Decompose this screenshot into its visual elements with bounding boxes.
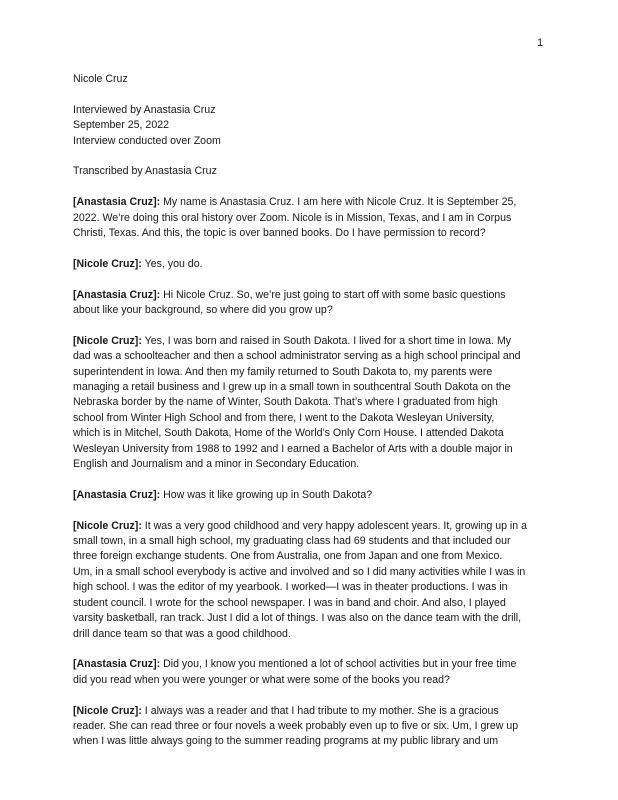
transcript-line: when I was little always going to the summer reading programs at my public library and um (73, 735, 499, 748)
speaker-label: [Anastasia Cruz]: (73, 488, 161, 501)
dialogue-turn (73, 334, 549, 473)
interview-date: September 25, 2022 (73, 119, 170, 132)
transcript-line: Nebraska border by the name of Winter, South Dakota. That’s where I graduated from high (73, 396, 498, 409)
interview-method: Interview conducted over Zoom (73, 134, 221, 147)
transcript-line: managing a retail business and I grew up in a small town in southcentral South Dakota on the (73, 381, 511, 394)
speaker-label: [Anastasia Cruz]: (73, 658, 161, 671)
dialogue-turn (73, 257, 549, 272)
utterance-text: I always was a reader and that I had tribute to my mother. She is a gracious (141, 704, 499, 717)
transcript-line (73, 519, 549, 534)
transcript (73, 72, 549, 750)
transcript-line (73, 334, 549, 349)
transcript-line: three foreign exchange students. One from Australia, one from Japan and one from Mexico. (73, 550, 503, 563)
transcript-line: small town, in a small high school, my graduating class had 69 students and that included our (73, 535, 511, 548)
transcript-line: about like your background, so where did you grow up? (73, 304, 333, 317)
speaker-label: [Anastasia Cruz]: (73, 196, 161, 209)
dialogue-turn (73, 288, 549, 319)
speaker-label: [Nicole Cruz]: (73, 334, 142, 347)
dialogue-turn (73, 657, 549, 688)
transcript-line: varsity basketball, ran track. Just I did a lot of things. I was also on the dance team with the drill, (73, 612, 522, 625)
transcript-line: 2022. We’re doing this oral history over Zoom. Nicole is in Mission, Texas, and I am in Corpus (73, 211, 512, 224)
interviewer-line: Interviewed by Anastasia Cruz (73, 103, 216, 116)
transcript-line: English and Journalism and a minor in Secondary Education. (73, 458, 360, 471)
transcript-line: Christi, Texas. And this, the topic is over banned books. Do I have permission to record? (73, 227, 486, 240)
transcript-line: high school. I was the editor of my yearbook. I worked—I was in theater productions. I was in (73, 581, 508, 594)
speaker-label: [Nicole Cruz]: (73, 257, 142, 270)
transcript-line: did you read when you were younger or what were some of the books you read? (73, 673, 450, 686)
dialogue-turn (73, 519, 549, 642)
transcript-line (73, 704, 549, 719)
utterance-text: It was a very good childhood and very happy adolescent years. It, growing up in a (141, 519, 527, 532)
transcript-line: drill dance team so that was a good childhood. (73, 627, 291, 640)
interviewee-name: Nicole Cruz (73, 73, 128, 85)
dialogue-turn (73, 195, 549, 241)
transcript-line (73, 488, 549, 503)
transcript-line (73, 288, 549, 303)
utterance-text: My name is Anastasia Cruz. I am here with Nicole Cruz. It is September 25, (160, 196, 517, 209)
dialogue-turn (73, 704, 549, 750)
transcript-line: superintendent in Iowa. And then my family returned to South Dakota to, my parents were (73, 365, 493, 378)
page-number: 1 (537, 37, 543, 49)
dialogue (73, 195, 549, 750)
transcript-line (73, 657, 549, 672)
transcript-line (73, 257, 549, 272)
transcript-line (73, 195, 549, 210)
utterance-text: How was it like growing up in South Dakota? (160, 488, 373, 501)
transcript-line: which is in Mitchel, South Dakota, Home of the World’s Only Corn House. I attended Dakota (73, 427, 504, 440)
speaker-label: [Nicole Cruz]: (73, 519, 142, 532)
transcript-line: reader. She can read three or four novels a week probably even up to five or six. Um, I grew up (73, 719, 519, 732)
transcript-line: school from Winter High School and from there, I went to the Dakota Wesleyan University, (73, 411, 495, 424)
dialogue-turn (73, 488, 549, 503)
utterance-text: Yes, I was born and raised in South Dakota. I lived for a short time in Iowa. My (141, 334, 512, 347)
speaker-label: [Nicole Cruz]: (73, 704, 142, 717)
utterance-text: Yes, you do. (141, 257, 203, 270)
utterance-text: Did you, I know you mentioned a lot of school activities but in your free time (160, 658, 517, 671)
transcript-line: dad was a schoolteacher and then a school administrator serving as a high school principal and (73, 350, 521, 363)
transcript-line: student council. I wrote for the school newspaper. I was in band and choir. And also, I played (73, 596, 506, 609)
transcriber-line: Transcribed by Anastasia Cruz (73, 165, 217, 178)
transcript-line: Wesleyan University from 1988 to 1992 and I earned a Bachelor of Arts with a double major in (73, 442, 513, 455)
utterance-text: Hi Nicole Cruz. So, we’re just going to start off with some basic questions (160, 288, 506, 301)
speaker-label: [Anastasia Cruz]: (73, 288, 161, 301)
transcript-line: Um, in a small school everybody is active and involved and so I did many activities while I was in (73, 565, 526, 578)
